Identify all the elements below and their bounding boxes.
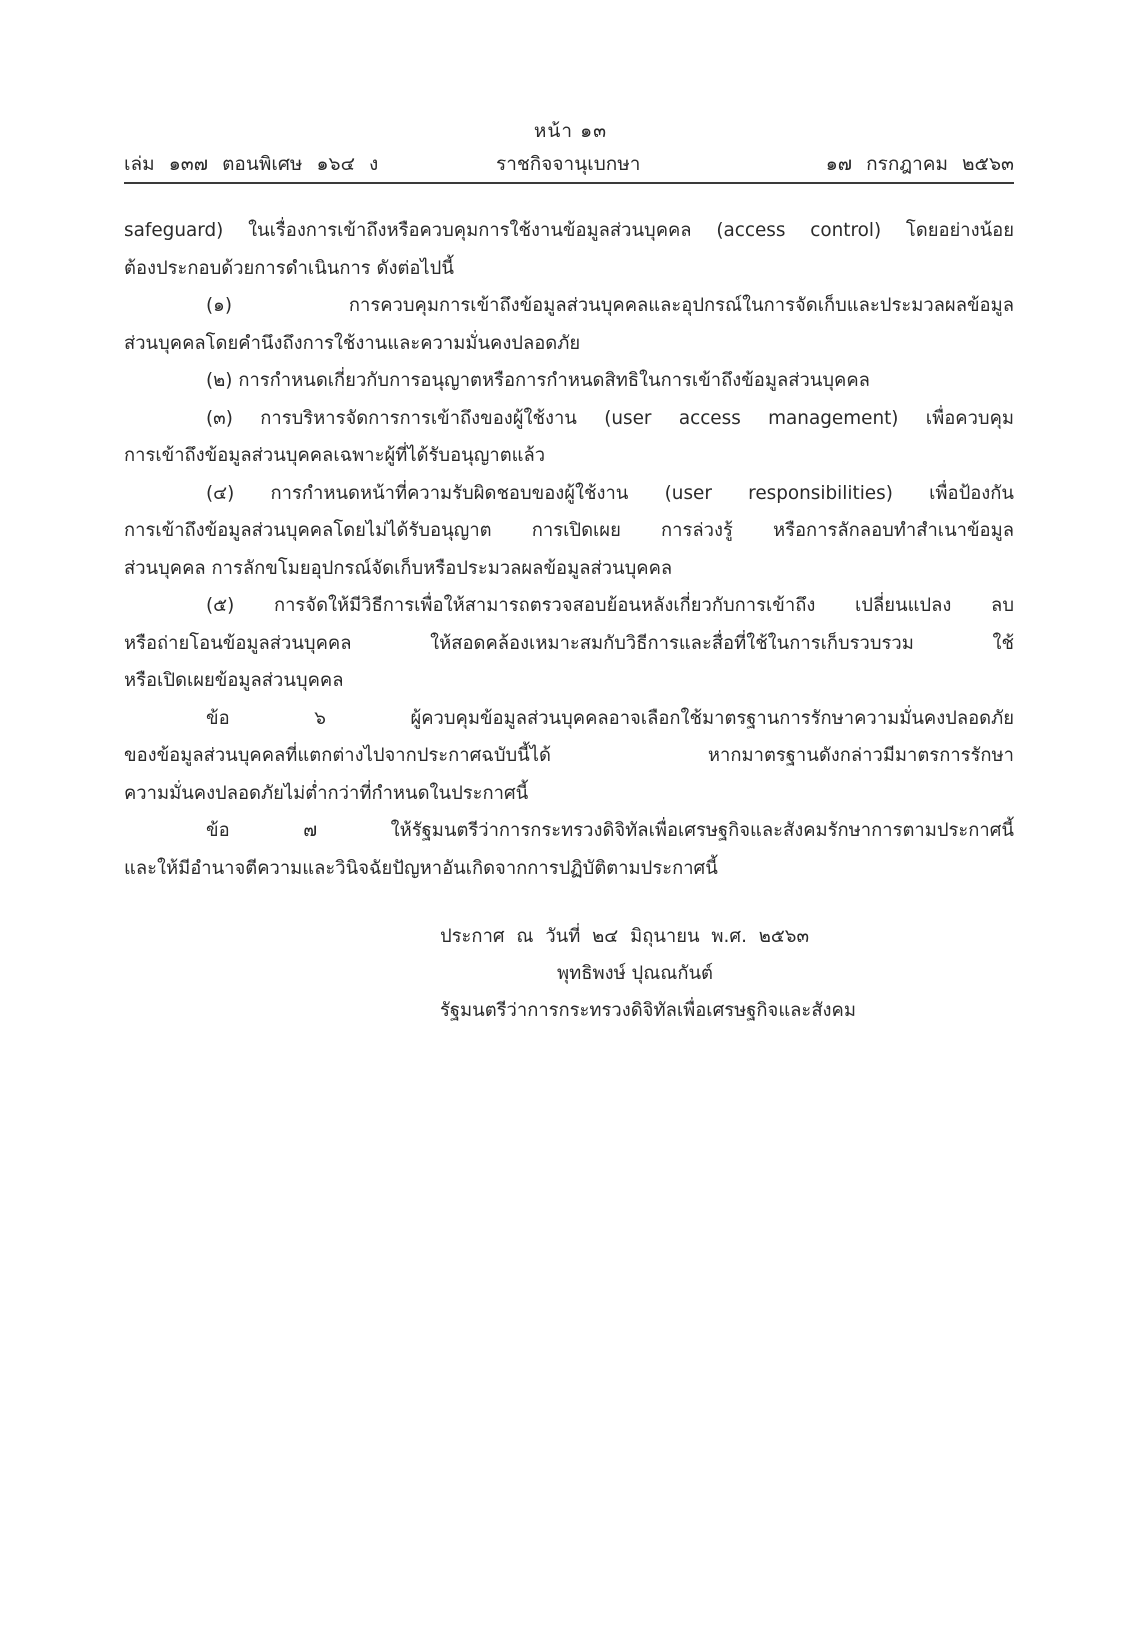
clause-3-line: (๓) การบริหารจัดการการเข้าถึงของผู้ใช้งาน (user access management) เพื่อควบคุม (206, 407, 1014, 429)
clause-1-line: ส่วนบุคคลโดยคำนึงถึงการใช้งานและความมั่นคงปลอดภัย (124, 332, 581, 354)
publication-date: ๑๗ กรกฎาคม ๒๕๖๓ (825, 153, 1014, 175)
body-line: ต้องประกอบด้วยการดำเนินการ ดังต่อไปนี้ (124, 257, 454, 279)
body-line: safeguard) ในเรื่องการเข้าถึงหรือควบคุมการใช้งานข้อมูลส่วนบุคคล (access control) โดยอย่างน้อย (124, 220, 1014, 241)
clause-4-line: การเข้าถึงข้อมูลส่วนบุคคลโดยไม่ได้รับอนุญาต การเปิดเผย การล่วงรู้ หรือการลักลอบทำสำเนาข้อมูล (124, 520, 1014, 541)
article-6-line: ของข้อมูลส่วนบุคคลที่แตกต่างไปจากประกาศฉบับนี้ได้ หากมาตรฐานดังกล่าวมีมาตรการรักษา (124, 745, 1014, 766)
clause-3-line: การเข้าถึงข้อมูลส่วนบุคคลเฉพาะผู้ที่ได้รับอนุญาตแล้ว (124, 445, 546, 466)
clause-5-line: หรือเปิดเผยข้อมูลส่วนบุคคล (124, 670, 344, 691)
clause-4-line: (๔) การกำหนดหน้าที่ความรับผิดชอบของผู้ใช้งาน (user responsibilities) เพื่อป้องกัน (206, 482, 1014, 504)
volume-issue: เล่ม ๑๓๗ ตอนพิเศษ ๑๖๔ ง (124, 153, 379, 175)
article-7-line: ข้อ ๗ ให้รัฐมนตรีว่าการกระทรวงดิจิทัลเพื่อเศรษฐกิจและสังคมรักษาการตามประกาศนี้ (206, 820, 1014, 841)
clause-4-line: ส่วนบุคคล การลักขโมยอุปกรณ์จัดเก็บหรือประมวลผลข้อมูลส่วนบุคคล (124, 557, 673, 579)
document-body (124, 212, 1014, 887)
gazette-header (124, 149, 1014, 179)
signature-block (440, 918, 1040, 1029)
article-6-line: ข้อ ๖ ผู้ควบคุมข้อมูลส่วนบุคคลอาจเลือกใช้มาตรฐานการรักษาความมั่นคงปลอดภัย (206, 707, 1014, 729)
signatory-position: รัฐมนตรีว่าการกระทรวงดิจิทัลเพื่อเศรษฐกิจและสังคม (440, 1000, 856, 1021)
signatory-name: พุทธิพงษ์ ปุณณกันต์ (557, 963, 713, 984)
header-divider (124, 182, 1014, 184)
clause-5-line: หรือถ่ายโอนข้อมูลส่วนบุคคล ให้สอดคล้องเหมาะสมกับวิธีการและสื่อที่ใช้ในการเก็บรวบรวม ใช้ (124, 632, 1014, 654)
page-number: หน้า ๑๓ (533, 120, 608, 142)
clause-1-line: (๑) การควบคุมการเข้าถึงข้อมูลส่วนบุคคลและอุปกรณ์ในการจัดเก็บและประมวลผลข้อมูล (206, 295, 1014, 316)
publication-name: ราชกิจจานุเบกษา (496, 153, 641, 175)
clause-5-line: (๕) การจัดให้มีวิธีการเพื่อให้สามารถตรวจสอบย้อนหลังเกี่ยวกับการเข้าถึง เปลี่ยนแปลง ลบ (206, 595, 1014, 616)
article-6-line: ความมั่นคงปลอดภัยไม่ต่ำกว่าที่กำหนดในประกาศนี้ (124, 782, 529, 804)
clause-2-line: (๒) การกำหนดเกี่ยวกับการอนุญาตหรือการกำหนดสิทธิในการเข้าถึงข้อมูลส่วนบุคคล (206, 370, 870, 391)
announcement-date: ประกาศ ณ วันที่ ๒๔ มิถุนายน พ.ศ. ๒๕๖๓ (440, 926, 810, 947)
article-7-line: และให้มีอำนาจตีความและวินิจฉัยปัญหาอันเกิดจากการปฏิบัติตามประกาศนี้ (124, 857, 718, 879)
